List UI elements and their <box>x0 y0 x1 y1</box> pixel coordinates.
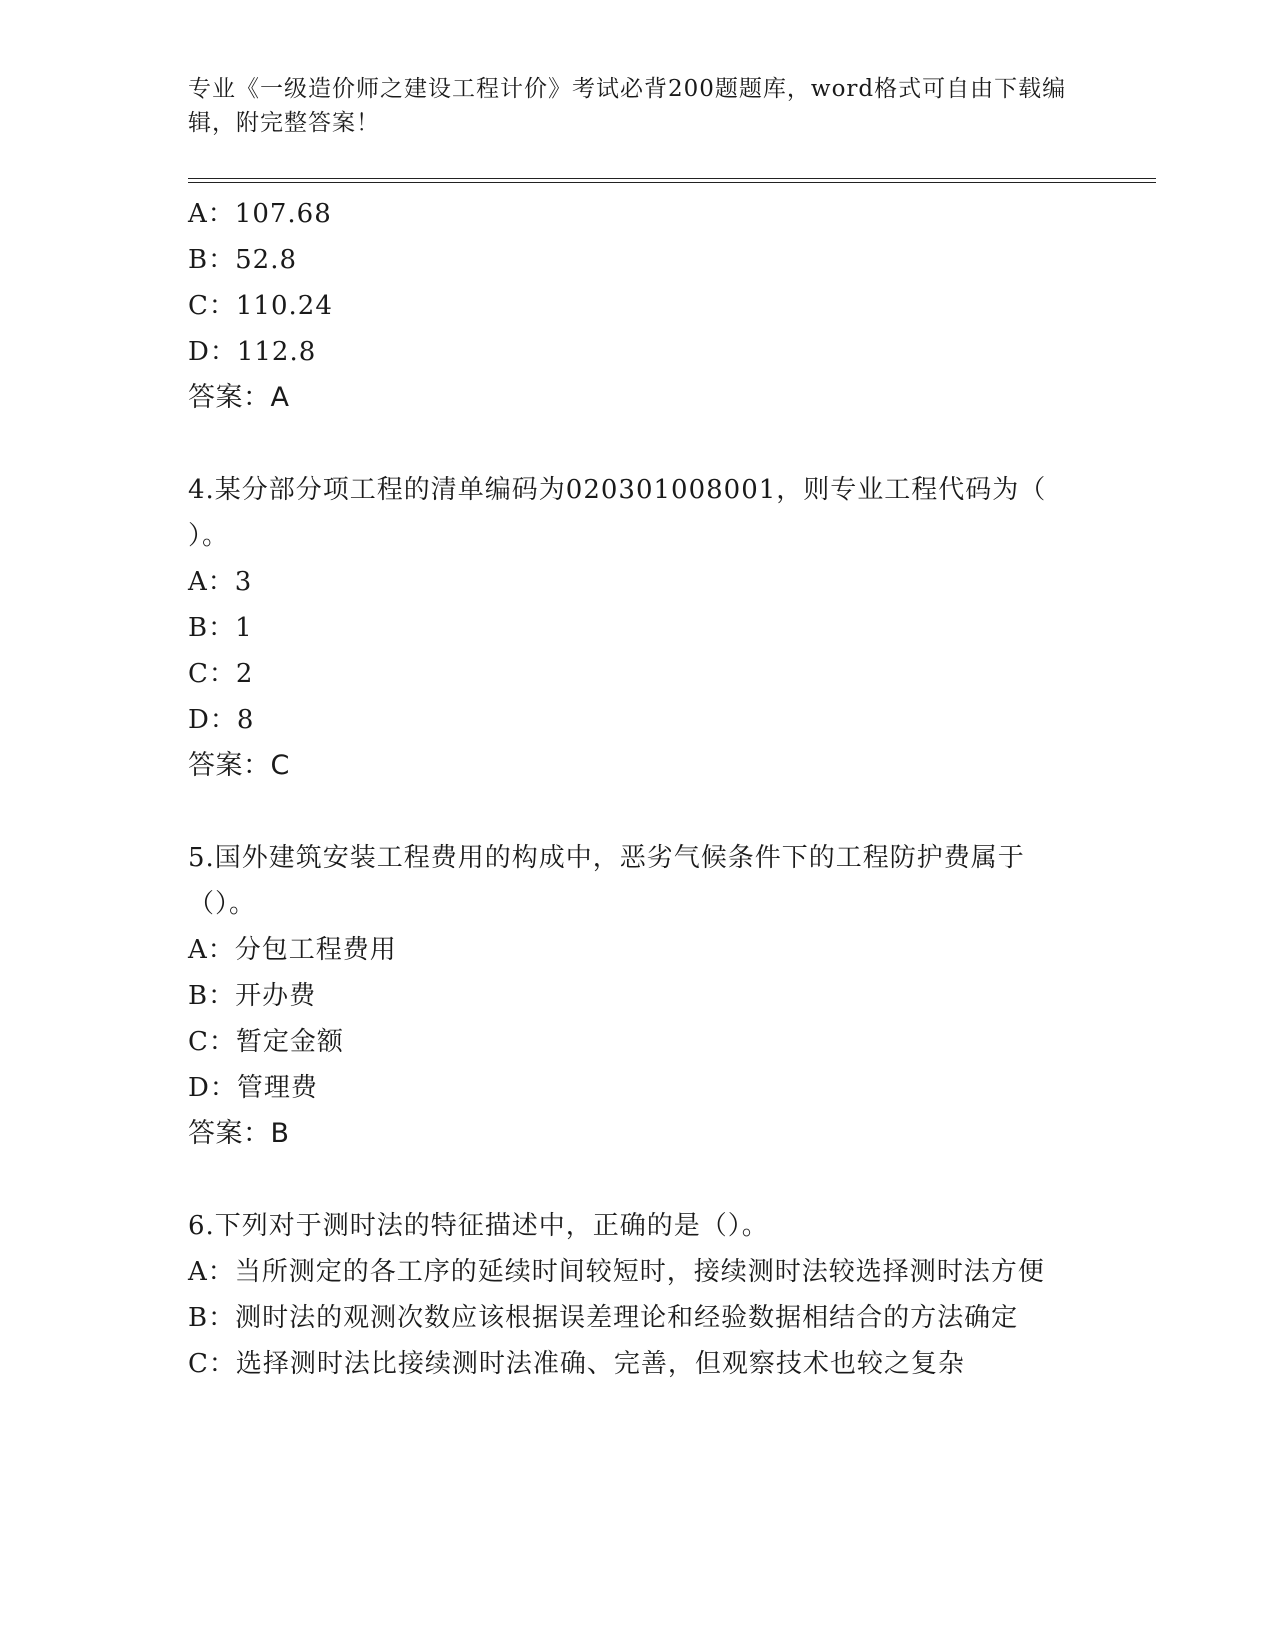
option-d: D：8 <box>188 705 255 735</box>
option-a: A：当所测定的各工序的延续时间较短时，接续测时法较选择测时法方便 <box>188 1257 1045 1287</box>
spacer <box>188 789 1078 835</box>
option-b: B：52.8 <box>188 245 297 275</box>
option-b: B：测时法的观测次数应该根据误差理论和经验数据相结合的方法确定 <box>188 1303 1019 1333</box>
question-list <box>188 191 1078 1387</box>
document-header: 专业《一级造价师之建设工程计价》考试必背200题题库，word格式可自由下载编辑，附完整答案！ <box>188 76 1067 136</box>
header-divider-top <box>188 178 1156 179</box>
question-text: 5.国外建筑安装工程费用的构成中，恶劣气候条件下的工程防护费属于（）。 <box>188 843 1025 919</box>
option-c: C：暂定金额 <box>188 1027 344 1057</box>
question-text: 6.下列对于测时法的特征描述中，正确的是（）。 <box>188 1211 769 1241</box>
option-b: B：1 <box>188 613 253 643</box>
option-b: B：开办费 <box>188 981 317 1011</box>
option-c: C：110.24 <box>188 291 333 321</box>
question-6-block <box>188 1203 1078 1387</box>
header-divider-bottom <box>188 182 1156 183</box>
option-c: C：选择测时法比接续测时法准确、完善，但观察技术也较之复杂 <box>188 1349 965 1379</box>
option-a: A：3 <box>188 567 253 597</box>
question-3-block <box>188 191 1078 421</box>
question-4-block <box>188 467 1078 789</box>
option-d: D：管理费 <box>188 1073 318 1103</box>
option-a: A：107.68 <box>188 199 332 229</box>
option-a: A：分包工程费用 <box>188 935 397 965</box>
answer-line: 答案：B <box>188 1118 290 1149</box>
answer-line: 答案：C <box>188 750 290 781</box>
answer-line: 答案：A <box>188 382 290 413</box>
spacer <box>188 421 1078 467</box>
question-5-block <box>188 835 1078 1157</box>
question-text: 4.某分部分项工程的清单编码为020301008001，则专业工程代码为（ ）。 <box>188 475 1047 551</box>
spacer <box>188 1157 1078 1203</box>
option-d: D：112.8 <box>188 337 317 367</box>
option-c: C：2 <box>188 659 254 689</box>
